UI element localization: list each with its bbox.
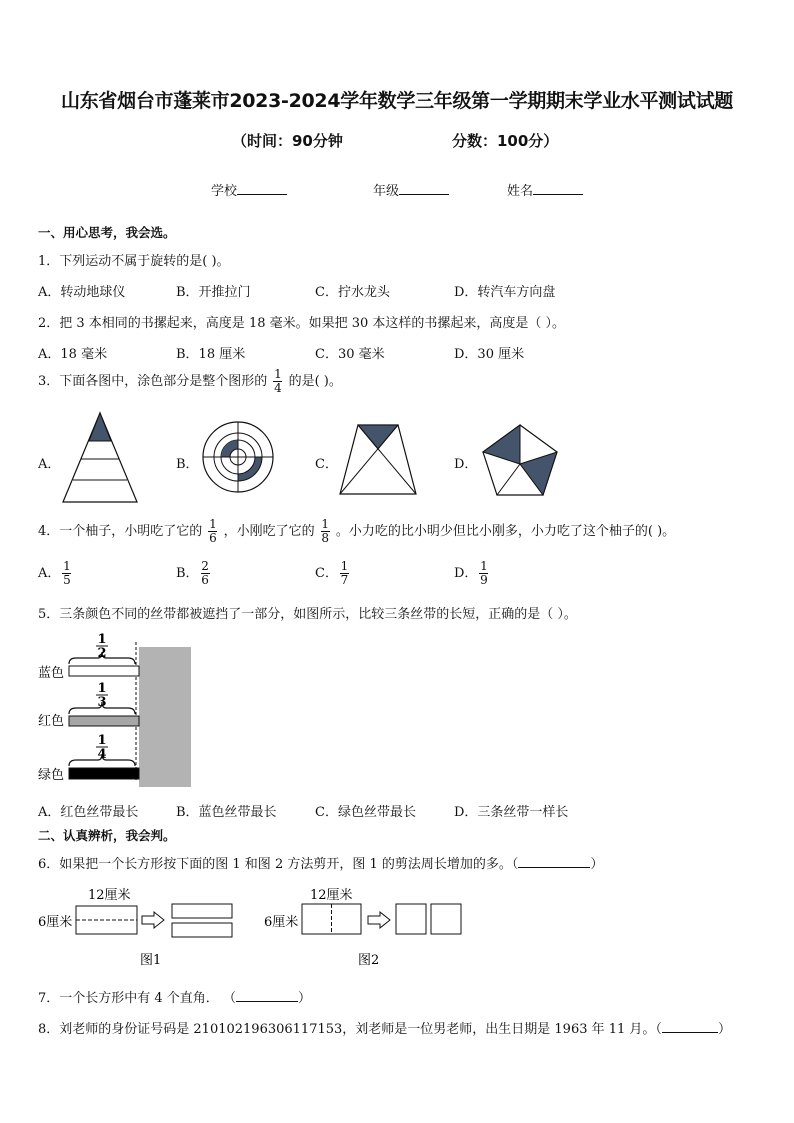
red-ribbon-denominator: 3 bbox=[97, 695, 107, 710]
q2-option-c: C．30 毫米 bbox=[315, 347, 385, 362]
q3-figure-b-rings bbox=[201, 420, 275, 494]
q3-label-d: D． bbox=[454, 457, 478, 472]
q6-figures bbox=[36, 884, 476, 974]
q2-option-b: B．18 厘米 bbox=[176, 347, 246, 362]
fig1-caption: 图1 bbox=[140, 953, 162, 968]
grade-label: 年级 bbox=[373, 184, 400, 199]
q7-answer-blank[interactable] bbox=[236, 989, 298, 1002]
question-3 bbox=[38, 368, 342, 395]
q4-option-b: B． $\frac{2}{6}$ bbox=[176, 559, 209, 587]
blue-ribbon-numerator: 1 bbox=[97, 632, 107, 647]
q4-fraction-1: $\frac{1}{6}$ bbox=[209, 517, 217, 545]
school-field bbox=[211, 180, 287, 199]
question-1: 1．下列运动不属于旋转的是( )。 bbox=[38, 254, 230, 269]
fig1-width-label: 6厘米 bbox=[38, 915, 73, 930]
q1-option-d: D．转汽车方向盘 bbox=[454, 285, 556, 300]
q3-figure-d-pentagon bbox=[478, 422, 562, 498]
red-ribbon bbox=[69, 716, 139, 726]
q4-option-d: D． $\frac{1}{9}$ bbox=[454, 559, 488, 587]
q3-label-b: B． bbox=[176, 457, 199, 472]
question-2: 2．把 3 本相同的书摞起来，高度是 18 毫米。如果把 30 本这样的书摞起来，高度是（ ）。 bbox=[38, 316, 566, 331]
name-label: 姓名 bbox=[507, 184, 534, 199]
q4-fraction-2: $\frac{1}{8}$ bbox=[321, 517, 330, 545]
red-ribbon-numerator: 1 bbox=[97, 681, 107, 696]
q5-option-d: D．三条丝带一样长 bbox=[454, 805, 569, 820]
q5-option-b: B．蓝色丝带最长 bbox=[176, 805, 277, 820]
school-label: 学校 bbox=[211, 184, 238, 199]
q6-answer-blank[interactable] bbox=[518, 855, 590, 868]
fig2-length-label: 12厘米 bbox=[310, 888, 353, 903]
question-8: 8．刘老师的身份证号码是 210102196306117153，刘老师是一位男老师，出生日期是 1963 年 11 月。（ ） bbox=[38, 1022, 731, 1037]
q3-figure-c-trapezoid bbox=[338, 422, 418, 496]
exam-time: （时间：90分钟 bbox=[232, 132, 343, 150]
page-title: 山东省烟台市蓬莱市2023-2024学年数学三年级第一学期期末学业水平测试试题 bbox=[61, 90, 733, 112]
question-7: 7．一个长方形中有 4 个直角． （ ） bbox=[38, 991, 311, 1006]
section-2-title: 二、认真辨析，我会判。 bbox=[38, 828, 176, 843]
question-5: 5．三条颜色不同的丝带都被遮挡了一部分，如图所示，比较三条丝带的长短，正确的是（ ）。 bbox=[38, 607, 577, 622]
q3-fraction: $\frac{1}{4}$ bbox=[274, 367, 282, 395]
fig1-length-label: 12厘米 bbox=[88, 888, 131, 903]
blue-ribbon-denominator: 2 bbox=[97, 646, 107, 661]
green-ribbon-label: 绿色 bbox=[38, 768, 65, 783]
q3-figure-a-triangle bbox=[60, 410, 140, 505]
blue-ribbon-label: 蓝色 bbox=[38, 666, 65, 681]
question-6: 6．如果把一个长方形按下面的图 1 和图 2 方法剪开，图 1 的剪法周长增加的多。（ ） bbox=[38, 857, 604, 872]
fig2-width-label: 6厘米 bbox=[264, 915, 299, 930]
section-1-title: 一、用心思考，我会选。 bbox=[38, 225, 176, 240]
q3-stem-pre: 3．下面各图中，涂色部分是整个图形的 bbox=[38, 374, 268, 389]
q5-option-a: A．红色丝带最长 bbox=[38, 805, 139, 820]
q1-option-b: B．开推拉门 bbox=[176, 285, 251, 300]
green-ribbon-denominator: 4 bbox=[97, 747, 107, 762]
q4-option-c: C． $\frac{1}{7}$ bbox=[315, 559, 349, 587]
curtain bbox=[139, 647, 191, 787]
q4-option-a: A． $\frac{1}{5}$ bbox=[38, 559, 71, 587]
blue-ribbon bbox=[69, 666, 139, 676]
question-4: 4．一个柚子，小明吃了它的 $\frac{1}{6}$ ，小刚吃了它的 $\frac{1}{8}$ 。小力吃的比小明少但比小刚多，小力吃了这个柚子的( )。 bbox=[38, 517, 676, 545]
q5-ribbon-figure bbox=[36, 632, 196, 790]
q5-option-c: C．绿色丝带最长 bbox=[315, 805, 416, 820]
green-ribbon bbox=[69, 768, 139, 779]
q3-label-a: A． bbox=[38, 457, 61, 472]
q2-option-d: D．30 厘米 bbox=[454, 347, 525, 362]
fig2-caption: 图2 bbox=[358, 953, 380, 968]
green-ribbon-numerator: 1 bbox=[97, 733, 107, 748]
q3-stem-post: 的是( )。 bbox=[288, 374, 342, 389]
q1-option-c: C．拧水龙头 bbox=[315, 285, 390, 300]
red-ribbon-label: 红色 bbox=[38, 714, 65, 729]
q3-label-c: C． bbox=[315, 457, 338, 472]
q8-answer-blank[interactable] bbox=[662, 1020, 718, 1033]
q1-option-a: A．转动地球仪 bbox=[38, 285, 126, 300]
name-field bbox=[507, 180, 583, 199]
q2-option-a: A．18 毫米 bbox=[38, 347, 108, 362]
exam-score: 分数：100分） bbox=[452, 132, 559, 150]
grade-field bbox=[373, 180, 449, 199]
